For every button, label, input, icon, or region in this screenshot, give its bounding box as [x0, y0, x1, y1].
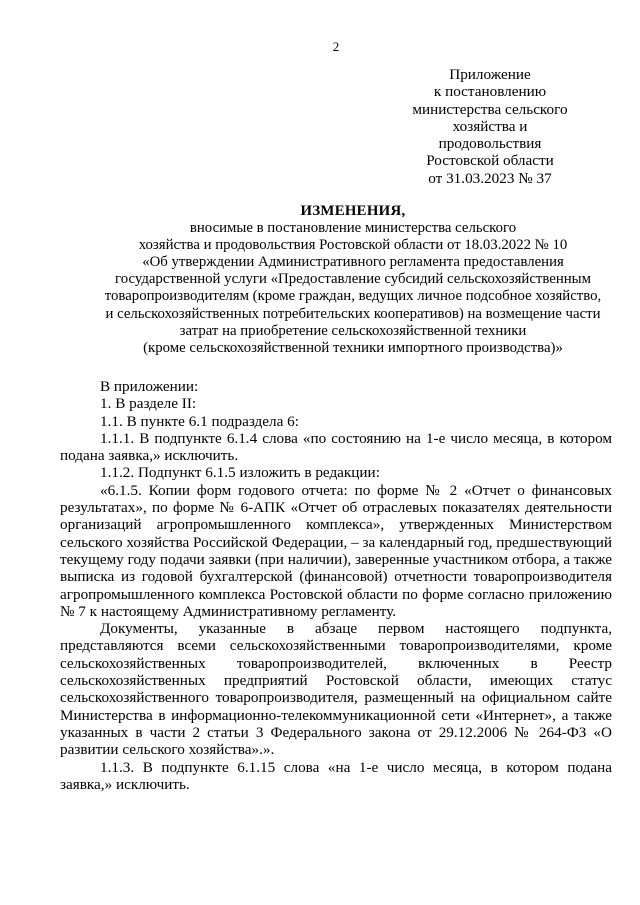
- title-line: и сельскохозяйственных потребительских кооперативов) на возмещение части: [105, 305, 601, 322]
- appendix-line: Ростовской области: [426, 152, 554, 170]
- appendix-line: от 31.03.2023 № 37: [428, 169, 552, 187]
- appendix-line: хозяйства и продовольствия: [438, 117, 542, 153]
- document-body: [60, 378, 612, 793]
- paragraph: 1.1. В пункте 6.1 подраздела 6:: [100, 412, 299, 430]
- appendix-block: [400, 66, 580, 187]
- title-line: вносимые в постановление министерства сельского: [189, 220, 517, 237]
- page-number: 2: [332, 39, 340, 54]
- paragraph: 1.1.1. В подпункте 6.1.4 слова «по состоянию на 1-е число месяца, в котором подана заявка,» исключить.: [60, 429, 612, 465]
- appendix-line: министерства сельского: [412, 100, 568, 118]
- document-title: [86, 203, 620, 357]
- appendix-line: Приложение: [449, 66, 531, 83]
- paragraph: «6.1.5. Копии форм годового отчета: по форме № 2 «Отчет о финансовых результатах», по форме № 6-АПК «Отчет об отраслевых показателях деятельности организаций агропромышленного комплекса», утвержденных Министерством сельского хозяйства Российской Федерации, – за календарный год, предшествующий текущему году подачи заявки (при наличии), заверенные участником отбора, а также выписка из годовой бухгалтерской (финансовой) отчетности товаропроизводителя агропромышленного комплекса Ростовской области по форме согласно приложению № 7 к настоящему Административному регламенту.: [60, 481, 612, 620]
- paragraph: 1. В разделе II:: [100, 395, 197, 413]
- paragraph: В приложении:: [100, 378, 199, 395]
- paragraph: Документы, указанные в абзаце первом настоящего подпункта, представляются всеми сельскохозяйственными товаропроизводителями, кроме сельскохозяйственных товаропроизводителей, включенных в Реестр сельскохозяйственных предприятий Ростовской области, имеющих статус сельскохозяйственного товаропроизводителя, размещенный на официальном сайте Министерства в информационно-телекоммуникационной сети «Интернет», а также указанных в части 2 статьи 3 Федерального закона от 29.12.2006 № 264-ФЗ «О развитии сельского хозяйства».».: [60, 620, 612, 759]
- title-heading: ИЗМЕНЕНИЯ,: [300, 203, 406, 219]
- paragraph: 1.1.3. В подпункте 6.1.15 слова «на 1-е число месяца, в котором подана заявка,» исключить.: [60, 758, 612, 793]
- title-line: товаропроизводителям (кроме граждан, ведущих личное подсобное хозяйство,: [104, 288, 602, 305]
- title-line: затрат на приобретение сельскохозяйственной техники: [179, 322, 527, 339]
- title-line: (кроме сельскохозяйственной техники импортного производства)»: [143, 339, 563, 356]
- title-line: государственной услуги «Предоставление субсидий сельскохозяйственным: [115, 271, 591, 288]
- appendix-line: к постановлению: [433, 83, 547, 101]
- title-line: «Об утверждении Административного регламента предоставления: [142, 254, 564, 271]
- paragraph: 1.1.2. Подпункт 6.1.5 изложить в редакции:: [100, 464, 380, 482]
- title-line: хозяйства и продовольствия Ростовской области от 18.03.2022 № 10: [138, 237, 568, 254]
